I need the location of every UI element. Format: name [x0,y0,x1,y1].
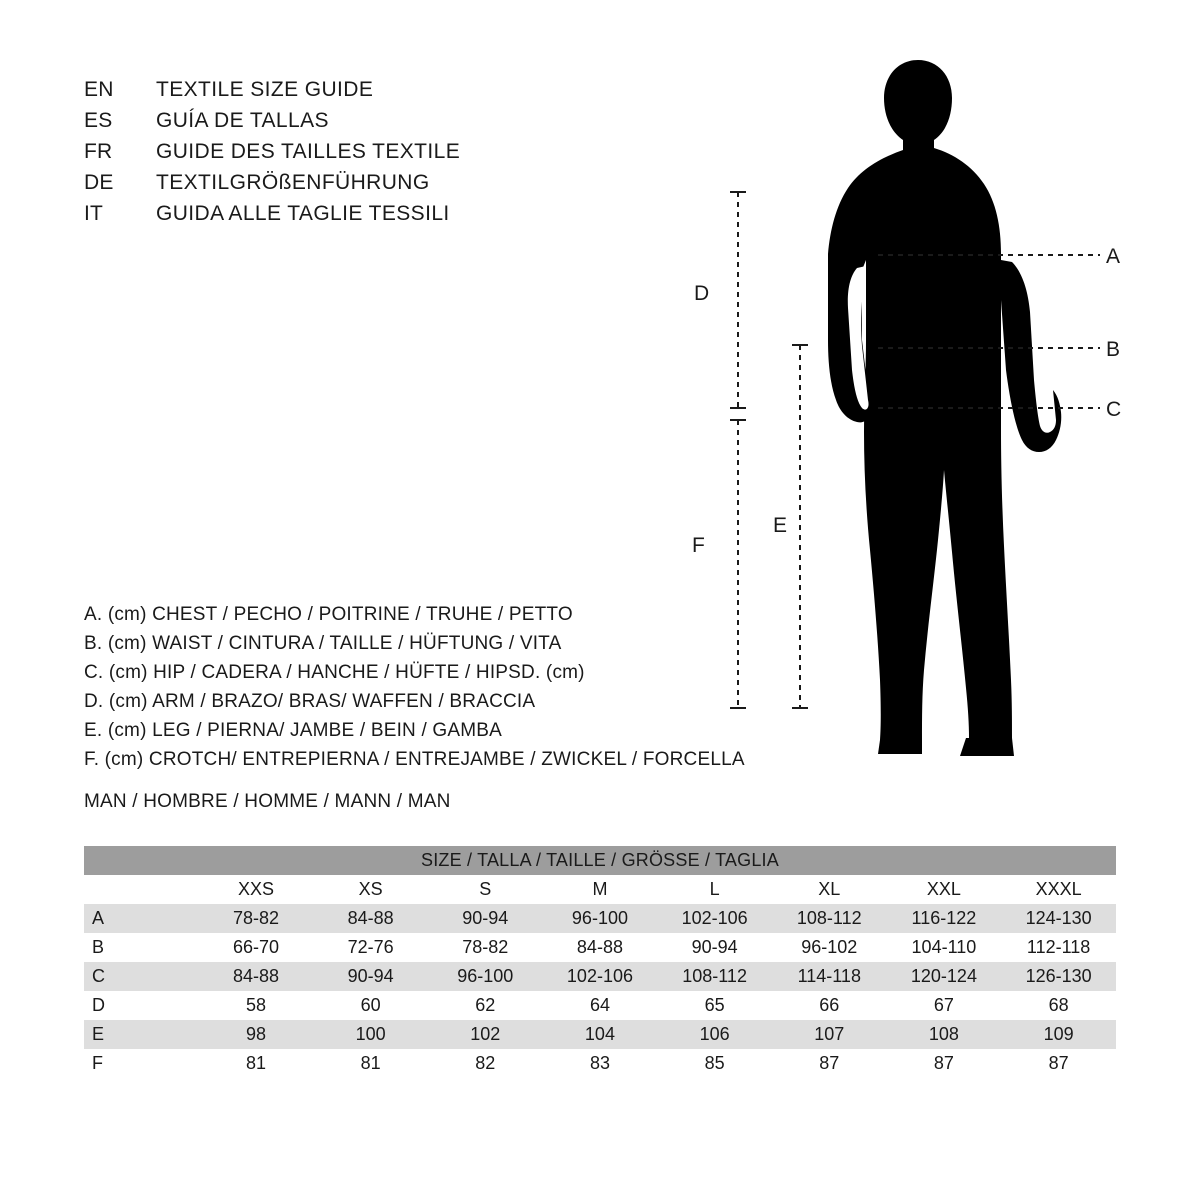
cell-e-xl: 107 [772,1020,887,1049]
size-col-2: S [428,875,543,904]
cell-e-s: 102 [428,1020,543,1049]
title-text-fr: GUIDE DES TAILLES TEXTILE [156,140,461,163]
cell-c-xxl: 120-124 [887,962,1002,991]
row-label-e: E [84,1020,199,1049]
cell-d-xxs: 58 [199,991,314,1020]
title-row-de [84,171,644,202]
cell-b-xs: 72-76 [313,933,428,962]
title-lang-fr: FR [84,140,113,163]
size-col-7: XXXL [1001,875,1116,904]
title-lang-it: IT [84,202,104,225]
cell-f-xxxl: 87 [1001,1049,1116,1078]
cell-d-xxl: 67 [887,991,1002,1020]
leg-bracket-e [792,345,808,708]
size-col-4: L [657,875,772,904]
figure-label-d: D [694,282,710,305]
title-text-de: TEXTILGRÖßENFÜHRUNG [156,171,430,194]
legend-line-c: C. (cm) HIP / CADERA / HANCHE / HÜFTE / HIPSD. (cm) [84,662,585,683]
cell-a-m: 96-100 [543,904,658,933]
cell-f-xxl: 87 [887,1049,1002,1078]
cell-a-xxs: 78-82 [199,904,314,933]
cell-d-xs: 60 [313,991,428,1020]
cell-b-xxxl: 112-118 [1001,933,1116,962]
table-size-row [84,875,1116,904]
title-row-es [84,109,644,140]
table-row [84,991,1116,1020]
cell-d-m: 64 [543,991,658,1020]
cell-c-s: 96-100 [428,962,543,991]
figure-label-b: B [1106,338,1121,361]
cell-b-s: 78-82 [428,933,543,962]
table-header-bar-label: SIZE / TALLA / TAILLE / GRÖSSE / TAGLIA [84,846,1116,875]
title-row-fr [84,140,644,171]
cell-c-xs: 90-94 [313,962,428,991]
cell-f-s: 82 [428,1049,543,1078]
table-row [84,962,1116,991]
cell-e-xxxl: 109 [1001,1020,1116,1049]
title-text-en: TEXTILE SIZE GUIDE [156,78,374,101]
cell-e-m: 104 [543,1020,658,1049]
cell-c-xxxl: 126-130 [1001,962,1116,991]
table-row [84,1020,1116,1049]
size-col-6: XXL [887,875,1002,904]
figure-label-a: A [1106,245,1121,268]
title-lang-de: DE [84,171,114,194]
cell-d-l: 65 [657,991,772,1020]
cell-e-xs: 100 [313,1020,428,1049]
title-lang-en: EN [84,78,114,101]
table-row [84,933,1116,962]
table-corner-cell [84,875,199,904]
cell-a-xxxl: 124-130 [1001,904,1116,933]
cell-d-s: 62 [428,991,543,1020]
legend-line-f: F. (cm) CROTCH/ ENTREPIERNA / ENTREJAMBE / ZWICKEL / FORCELLA [84,749,745,770]
legend-line-b: B. (cm) WAIST / CINTURA / TAILLE / HÜFTUNG / VITA [84,633,562,654]
cell-a-l: 102-106 [657,904,772,933]
cell-f-xl: 87 [772,1049,887,1078]
cell-b-xxl: 104-110 [887,933,1002,962]
title-row-en [84,78,644,109]
cell-e-xxs: 98 [199,1020,314,1049]
title-lang-es: ES [84,109,113,132]
row-label-b: B [84,933,199,962]
legend-block [84,600,784,816]
arm-bracket-d [730,192,746,408]
title-text-it: GUIDA ALLE TAGLIE TESSILI [156,202,450,225]
size-col-3: M [543,875,658,904]
cell-f-l: 85 [657,1049,772,1078]
table-row [84,904,1116,933]
legend-line-a: A. (cm) CHEST / PECHO / POITRINE / TRUHE / PETTO [84,604,573,625]
cell-c-xxs: 84-88 [199,962,314,991]
row-label-c: C [84,962,199,991]
body-silhouette-shape [828,60,1061,756]
cell-a-xl: 108-112 [772,904,887,933]
legend-subtitle: MAN / HOMBRE / HOMME / MANN / MAN [84,791,451,812]
cell-b-l: 90-94 [657,933,772,962]
cell-a-xs: 84-88 [313,904,428,933]
cell-b-m: 84-88 [543,933,658,962]
row-label-d: D [84,991,199,1020]
size-table [84,846,1116,1078]
row-label-f: F [84,1049,199,1078]
size-table-wrapper [84,846,1116,1078]
cell-b-xl: 96-102 [772,933,887,962]
cell-c-l: 108-112 [657,962,772,991]
cell-d-xxxl: 68 [1001,991,1116,1020]
cell-f-xs: 81 [313,1049,428,1078]
row-label-a: A [84,904,199,933]
title-text-es: GUÍA DE TALLAS [156,109,329,132]
cell-d-xl: 66 [772,991,887,1020]
cell-a-xxl: 116-122 [887,904,1002,933]
figure-label-f: F [692,534,705,557]
size-col-5: XL [772,875,887,904]
legend-line-e: E. (cm) LEG / PIERNA/ JAMBE / BEIN / GAMBA [84,720,503,741]
legend-line-d: D. (cm) ARM / BRAZO/ BRAS/ WAFFEN / BRACCIA [84,691,536,712]
figure-label-e: E [773,514,788,537]
cell-c-m: 102-106 [543,962,658,991]
cell-b-xxs: 66-70 [199,933,314,962]
table-header-bar [84,846,1116,875]
size-col-0: XXS [199,875,314,904]
cell-a-s: 90-94 [428,904,543,933]
cell-f-xxs: 81 [199,1049,314,1078]
cell-f-m: 83 [543,1049,658,1078]
title-block [84,78,644,233]
cell-e-xxl: 108 [887,1020,1002,1049]
table-row [84,1049,1116,1078]
size-col-1: XS [313,875,428,904]
title-row-it [84,202,644,233]
figure-label-c: C [1106,398,1122,421]
cell-e-l: 106 [657,1020,772,1049]
cell-c-xl: 114-118 [772,962,887,991]
